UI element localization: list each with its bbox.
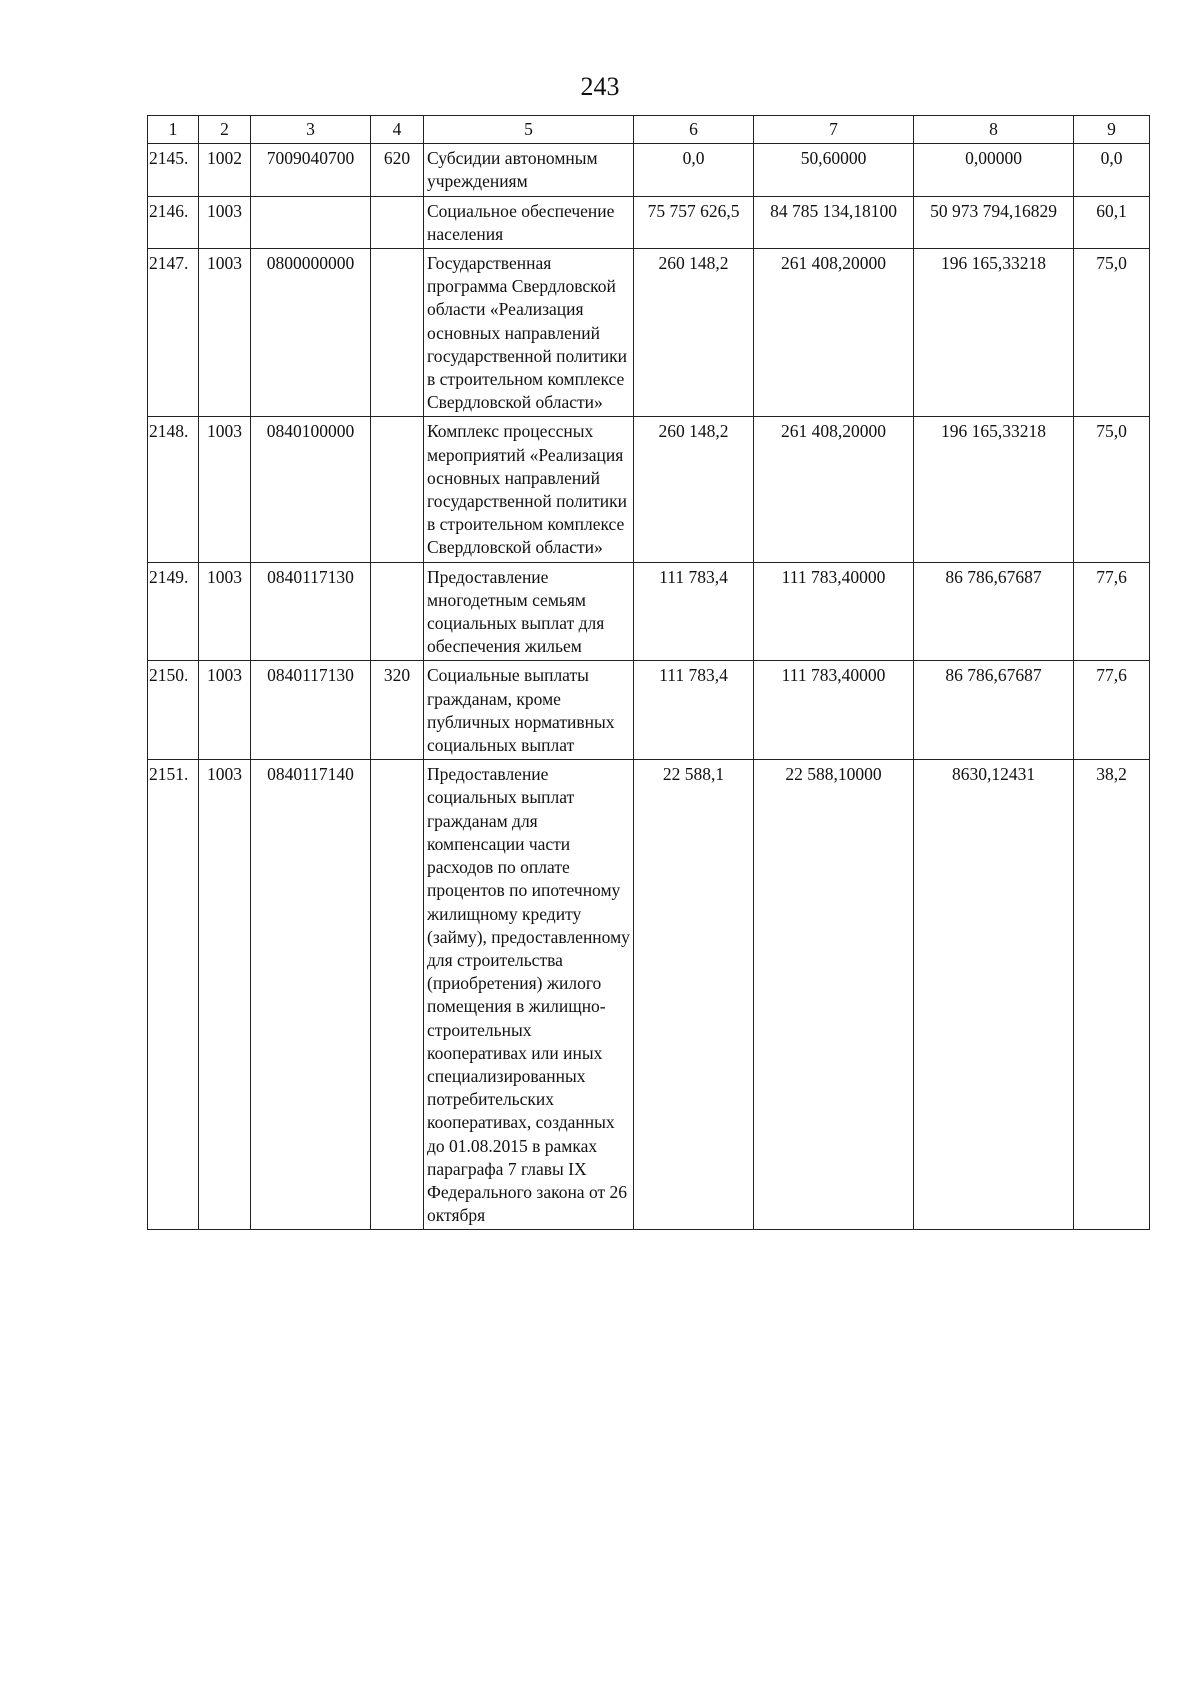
approved-value: 261 408,20000 xyxy=(754,417,914,562)
expense-kind: 620 xyxy=(371,144,424,196)
row-number: 2146. xyxy=(148,196,199,248)
percent-value: 77,6 xyxy=(1074,661,1150,760)
executed-value: 86 786,67687 xyxy=(914,562,1074,661)
executed-value: 50 973 794,16829 xyxy=(914,196,1074,248)
table-row xyxy=(148,760,1150,1230)
expense-kind xyxy=(371,562,424,661)
target-code: 0800000000 xyxy=(251,249,371,417)
section-code: 1003 xyxy=(199,417,251,562)
item-name: Социальное обеспечение населения xyxy=(424,196,634,248)
column-header: 3 xyxy=(251,116,371,144)
section-code: 1003 xyxy=(199,196,251,248)
column-header: 5 xyxy=(424,116,634,144)
target-code: 7009040700 xyxy=(251,144,371,196)
expense-kind xyxy=(371,417,424,562)
section-code: 1003 xyxy=(199,661,251,760)
table-row xyxy=(148,562,1150,661)
section-code: 1003 xyxy=(199,760,251,1230)
table-row xyxy=(148,196,1150,248)
expense-kind xyxy=(371,249,424,417)
executed-value: 86 786,67687 xyxy=(914,661,1074,760)
row-number: 2151. xyxy=(148,760,199,1230)
item-name: Социальные выплаты гражданам, кроме публичных нормативных социальных выплат xyxy=(424,661,634,760)
percent-value: 77,6 xyxy=(1074,562,1150,661)
approved-value: 111 783,40000 xyxy=(754,661,914,760)
executed-value: 8630,12431 xyxy=(914,760,1074,1230)
budget-table xyxy=(147,115,1150,1230)
percent-value: 0,0 xyxy=(1074,144,1150,196)
approved-value: 261 408,20000 xyxy=(754,249,914,417)
plan-value: 111 783,4 xyxy=(634,562,754,661)
target-code: 0840117130 xyxy=(251,661,371,760)
percent-value: 75,0 xyxy=(1074,249,1150,417)
approved-value: 22 588,10000 xyxy=(754,760,914,1230)
table-row xyxy=(148,144,1150,196)
column-header: 7 xyxy=(754,116,914,144)
row-number: 2145. xyxy=(148,144,199,196)
section-code: 1003 xyxy=(199,249,251,417)
column-header: 4 xyxy=(371,116,424,144)
target-code xyxy=(251,196,371,248)
target-code: 0840117130 xyxy=(251,562,371,661)
section-code: 1003 xyxy=(199,562,251,661)
column-header: 9 xyxy=(1074,116,1150,144)
section-code: 1002 xyxy=(199,144,251,196)
table-row xyxy=(148,417,1150,562)
item-name: Предоставление социальных выплат гражданам для компенсации части расходов по оплате процентов по ипотечному жилищному кредиту (займу), предоставленному для строительства (приобретения) жилого помещения в жилищно-строительных кооперативах или иных специализированных потребительских кооперативах, созданных до 01.08.2015 в рамках параграфа 7 главы IX Федерального закона от 26 октября xyxy=(424,760,634,1230)
percent-value: 38,2 xyxy=(1074,760,1150,1230)
executed-value: 196 165,33218 xyxy=(914,249,1074,417)
page-number: 243 xyxy=(580,72,620,101)
item-name: Субсидии автономным учреждениям xyxy=(424,144,634,196)
plan-value: 22 588,1 xyxy=(634,760,754,1230)
plan-value: 260 148,2 xyxy=(634,417,754,562)
expense-kind: 320 xyxy=(371,661,424,760)
expense-kind xyxy=(371,760,424,1230)
column-header: 1 xyxy=(148,116,199,144)
plan-value: 111 783,4 xyxy=(634,661,754,760)
row-number: 2148. xyxy=(148,417,199,562)
approved-value: 50,60000 xyxy=(754,144,914,196)
header-row xyxy=(148,116,1150,144)
percent-value: 75,0 xyxy=(1074,417,1150,562)
table-row xyxy=(148,249,1150,417)
executed-value: 0,00000 xyxy=(914,144,1074,196)
column-header: 8 xyxy=(914,116,1074,144)
executed-value: 196 165,33218 xyxy=(914,417,1074,562)
column-header: 6 xyxy=(634,116,754,144)
target-code: 0840117140 xyxy=(251,760,371,1230)
plan-value: 0,0 xyxy=(634,144,754,196)
table-row xyxy=(148,661,1150,760)
row-number: 2149. xyxy=(148,562,199,661)
approved-value: 111 783,40000 xyxy=(754,562,914,661)
target-code: 0840100000 xyxy=(251,417,371,562)
row-number: 2150. xyxy=(148,661,199,760)
approved-value: 84 785 134,18100 xyxy=(754,196,914,248)
expense-kind xyxy=(371,196,424,248)
plan-value: 260 148,2 xyxy=(634,249,754,417)
column-header: 2 xyxy=(199,116,251,144)
item-name: Государственная программа Свердловской области «Реализация основных направлений государственной политики в строительном комплексе Свердловской области» xyxy=(424,249,634,417)
plan-value: 75 757 626,5 xyxy=(634,196,754,248)
item-name: Комплекс процессных мероприятий «Реализация основных направлений государственной политики в строительном комплексе Свердловской области» xyxy=(424,417,634,562)
item-name: Предоставление многодетным семьям социальных выплат для обеспечения жильем xyxy=(424,562,634,661)
row-number: 2147. xyxy=(148,249,199,417)
percent-value: 60,1 xyxy=(1074,196,1150,248)
